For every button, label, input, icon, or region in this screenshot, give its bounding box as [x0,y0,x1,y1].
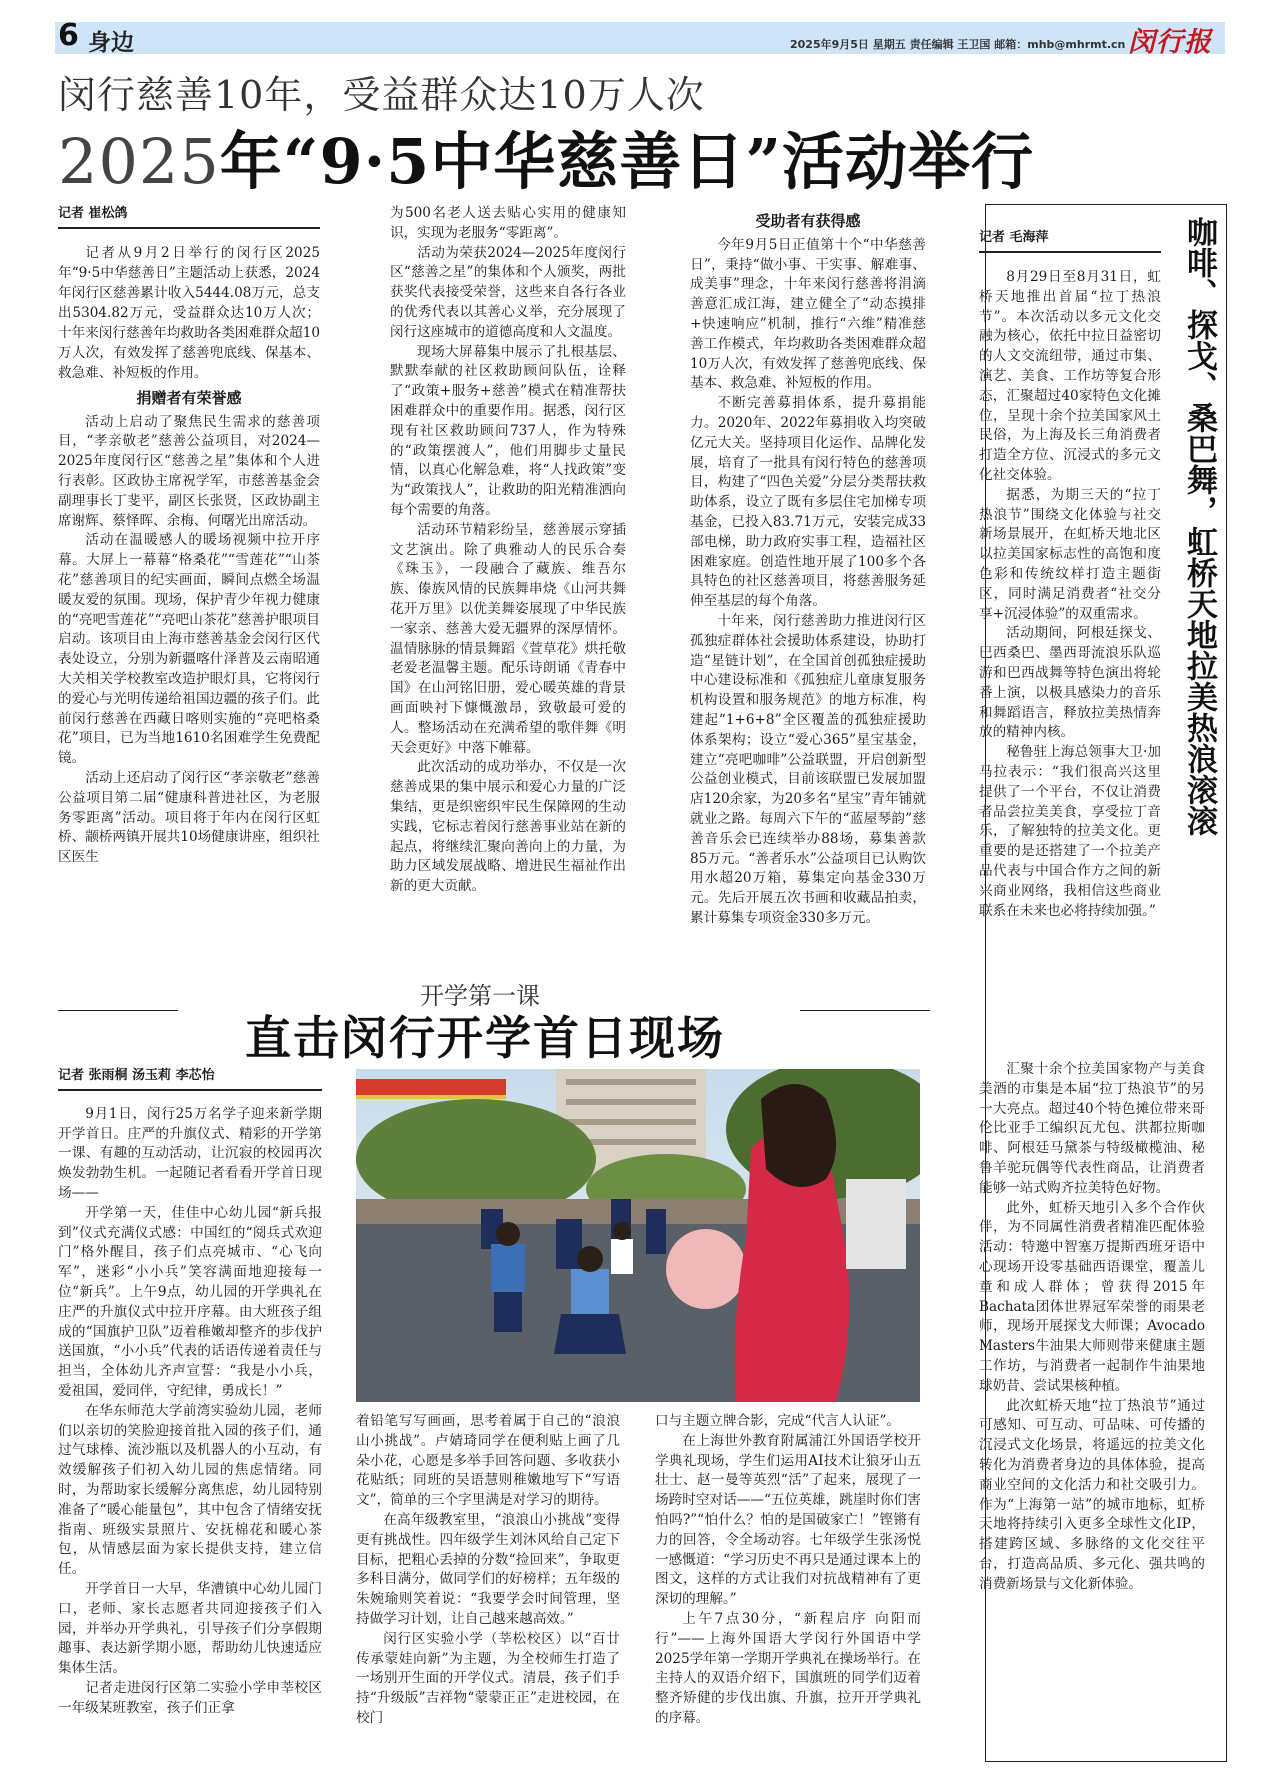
article-paragraph: 活动在温暖感人的暖场视频中拉开序幕。大屏上一幕幕“格桑花”“雪莲花”“山茶花”慈善项目的纪实画面，瞬间点燃全场温暖友爱的氛围。现场，保护青少年视力健康的“亮吧雪莲花”“亮吧山茶花”慈善护眼项目启动。该项目由上海市慈善基金会闵行区代表处设立，分别为新疆喀什泽普及云南昭通大关相关学校教室改造护眼灯具，它将闵行的爱心与光明传递给祖国边疆的孩子们。此前闵行慈善在西藏日喀则实施的“亮吧格桑花”项目，已为当地1610名困难学生免费配镜。 [58,532,320,767]
article-paragraph: 着铅笔写写画画，思考着属于自己的“浪浪山小挑战”。卢婧琦同学在便利贴上画了几朵小花，心愿是多举手回答问题、多收获小花贴纸；同班的吴语慧则稚嫩地写下“写语文”，简单的三个字里满是对学习的期待。 [356,1413,620,1509]
headline-rule-right [800,1010,930,1011]
article-paragraph: 今年9月5日正值第十个“中华慈善日”，秉持“做小事、干实事、解难事、成美事”理念，十年来闵行慈善将涓滴善意汇成江海，建立健全了“动态摸排+快速响应”机制，推行“六维”精准慈善工作模式，年均救助各类困难群众超10万人次，有效发挥了慈善兜底线、保基本、救急难、补短板的作用。 [690,236,926,392]
main-headline [58,112,1034,201]
article-paragraph: 口与主题立牌合影，完成“代言人认证”。 [655,1413,900,1429]
side-story-upper [979,268,1161,921]
headline-year: 2025 [58,125,220,198]
main-story-column-1 [58,204,320,868]
page-number: 6 [58,18,79,53]
article-paragraph: 此次活动的成功举办，不仅是一次慈善成果的集中展示和爱心力量的广泛集结，更是织密织牢民生保障网的生动实践，它标志着闵行慈善事业站在新的起点，将继续汇聚向善向上的力量，为助力区域发展战略、增进民生福祉作出新的更大贡献。 [390,759,626,895]
subhead-donors: 捐赠者有荣誉感 [136,388,242,407]
issue-info: 2025年9月5日 星期五 责任编辑 王卫国 邮箱：mhb@mhrmt.cn [790,38,1126,51]
article-paragraph: 活动环节精彩纷呈，慈善展示穿插文艺演出。除了典雅动人的民乐合奏《珠玉》，一段融合了藏族、维吾尔族、傣族风情的民族舞串烧《山河共舞花开万里》以优美舞姿展现了中华民族一家亲、慈善大爱无疆界的深厚情怀。温情脉脉的情景舞蹈《萱草花》烘托敬老爱老温馨主题。配乐诗朗诵《青春中国》在山河铭旧册，爱心暖英雄的背景画面映衬下慷慨激昂，致敬最可爱的人。整场活动在充满希望的歌伴舞《明天会更好》中落下帷幕。 [390,521,626,756]
main-story-column-2 [390,204,626,897]
article-paragraph: 据悉，为期三天的“拉丁热浪节”围绕文化体验与社交新场景展开，在虹桥天地北区以拉美国家标志性的高饱和度色彩和传统纹样打造主题街区，同时满足消费者“社交分享+沉浸体验”的双重需求。 [979,486,1161,622]
article-paragraph: 上午7点30分，“新程启序 向阳而行”——上海外国语大学闵行外国语中学2025学年第一学期开学典礼在操场举行。在主持人的双语介绍下，国旗班的同学们迈着整齐矫健的步伐出旗、升旗，拉开开学典礼的序幕。 [655,1610,921,1726]
article-paragraph: 闵行区实验小学（莘松校区）以“百廿传承蒙娃向新”为主题，为全校师生打造了一场别开生面的开学仪式。清晨，孩子们手持“升级版”吉祥物“蒙蒙正正”走进校园，在校门 [356,1630,620,1726]
side-story-title: 咖啡、探戈、桑巴舞，虹桥天地拉美热浪滚滚 [1181,216,1217,836]
article-paragraph: 活动上启动了聚焦民生需求的慈善项目，“孝亲敬老”慈善公益项目，对2024—2025年度闵行区“慈善之星”集体和个人进行表彰。区政协主席祝学军，市慈善基金会副理事长丁斐平，副区长张贤，区政协副主席谢辉、蔡怿晖、余梅、何曙光出席活动。 [58,413,320,529]
article-paragraph: 活动为荣获2024—2025年度闵行区“慈善之星”的集体和个人颁奖，两批获奖代表接受荣誉，这些来自各行各业的优秀代表以其善心义举，充分展现了闵行这座城市的道德高度和人文温度。 [390,244,626,340]
article-paragraph: 秘鲁驻上海总领事大卫·加马拉表示：“我们很高兴这里提供了一个平台，不仅让消费者品尝拉美美食，享受拉丁音乐，了解独特的拉美文化。更重要的是还搭建了一个拉美产品代表与中国合作方之间的新兴商业网络，我相信这些商业联系在未来也必将持续加强。” [979,744,1161,919]
article-paragraph: 在高年级教室里，“浪浪山小挑战”变得更有挑战性。四年级学生刘沐风给自己定下目标，把粗心丢掉的分数“捡回来”，争取更多科目满分，做同学们的好榜样；五年级的朱婉瑜则笑着说：“我要学会时间管理，坚持做学习计划，让自己越来越高效。” [356,1511,620,1627]
side-story-lower [979,1060,1205,1595]
article-paragraph: 开学首日一大早，华漕镇中心幼儿园门口，老师、家长志愿者共同迎接孩子们入园，并举办开学典礼，引导孩子们分享假期趣事、表达新学期小愿，帮助幼儿快速适应集体生活。 [58,1580,322,1677]
school-story-column-1 [58,1066,322,1719]
article-paragraph: 汇聚十余个拉美国家物产与美食美酒的市集是本届“拉丁热浪节”的另一大亮点。超过40个特色摊位带来哥伦比亚手工编织瓦尤包、洪都拉斯咖啡、阿根廷马黛茶与特级橄榄油、秘鲁羊驼玩偶等代表性商品，让消费者能够一站式购齐拉美特色好物。 [979,1061,1205,1196]
school-opening-photo [356,1069,920,1402]
school-story-column-2 [356,1412,620,1729]
article-paragraph: 开学第一天，佳佳中心幼儿园“新兵报到”仪式充满仪式感：中国红的“阅兵式欢迎门”格外醒目，孩子们点亮城市、“心飞向军”，迷彩“小小兵”笑容满面地迎接每一位“新兵”。上午9点，幼儿园的开学典礼在庄严的升旗仪式中拉开序幕。由大班孩子组成的“国旗护卫队”迈着稚嫩却整齐的步伐护送国旗，“小小兵”代表的话语传递着责任与担当，全体幼儿齐声宣誓：“我是小小兵，爱祖国，爱同伴，守纪律，勇成长！” [58,1204,322,1399]
main-story-column-3 [690,212,926,929]
article-paragraph: 现场大屏幕集中展示了扎根基层、默默奉献的社区救助顾问队伍，诠释了“政策+服务+慈善”模式在精准帮扶困难群众中的重要作用。据悉，闵行区现有社区救助顾问737人，作为特殊的“政策摆渡人”，他们用脚步丈量民情，以真心化解急难，将“人找政策”变为“政策找人”，让救助的阳光精准洒向每个需要的角落。 [390,343,626,518]
school-headline: 直击闵行开学首日现场 [245,1011,725,1065]
article-paragraph: 在华东师范大学前湾实验幼儿园，老师们以亲切的笑脸迎接首批入园的孩子们，通过气球棒、流沙瓶以及机器人的小互动，有效缓解孩子们初入幼儿园的焦虑情绪。同时，为帮助家长缓解分离焦虑，幼儿园特别准备了“暖心能量包”，其中包含了情绪安抚指南、班级实景照片、安抚棉花和暖心茶包，从情感层面为家长提供支持，建立信任。 [58,1402,322,1578]
article-paragraph: 8月29日至8月31日，虹桥天地推出首届“拉丁热浪节”。本次活动以多元文化交融为核心，依托中拉日益密切的人文交流纽带，通过市集、演艺、美食、工作坊等复合形态，汇聚超过40家特色文化摊位，呈现十余个拉美国家风土民俗，为上海及长三角消费者打造全方位、沉浸式的多元文化社交体验。 [979,269,1161,483]
main-kicker: 闵行慈善10年，受益群众达10万人次 [58,73,705,117]
article-paragraph: 不断完善募捐体系，提升募捐能力。2020年、2022年募捐收入均突破亿元大关。坚持项目化运作、品牌化发展，培育了一批具有闵行特色的慈善项目，构建了“四色关爱”分层分类帮扶救助体系，设立了既有多层住宅加梯专项基金，已投入83.71万元，安装完成33部电梯，助力政府实事工程，造福社区困难家庭。创造性地开展了100多个各具特色的社区慈善项目，将慈善服务延伸至基层的每个角落。 [690,395,926,610]
article-paragraph: 9月1日，闵行25万名学子迎来新学期开学首日。庄严的升旗仪式、精彩的开学第一课、有趣的互动活动，让沉寂的校园再次焕发勃勃生机。一起随记者看看开学首日现场—— [58,1105,322,1201]
article-paragraph: 为500名老人送去贴心实用的健康知识，实现为老服务“零距离”。 [390,205,626,241]
article-paragraph: 十年来，闵行慈善助力推进闵行区孤独症群体社会援助体系建设，协助打造“星链计划”，在全国首创孤独症援助中心建设标准和《孤独症儿童康复服务机构设置和服务规范》的地方标准，构建起“1+6+8”全区覆盖的孤独症援助体系架构；设立“爱心365”星宝基金，建立“亮吧咖啡”公益联盟，开启创新型公益创业模式，目前该联盟已发展加盟店120余家，为20多名“星宝”青年铺就就业之路。每周六下午的“蓝屋琴韵”慈善音乐会已连续举办88场，募集善款85万元。“善者乐水”公益项目已认购饮用水超20万箱，募集定向基金330万元。先后开展五次书画和收藏品拍卖，累计募集专项资金330多万元。 [690,612,926,926]
photo-illustration [356,1069,920,1402]
article-paragraph: 活动期间，阿根廷探戈、巴西桑巴、墨西哥流浪乐队巡游和巴西战舞等特色演出将轮番上演，以极具感染力的音乐和舞蹈语言，释放拉美热情奔放的精神内核。 [979,625,1161,741]
article-paragraph: 记者走进闵行区第二实验小学申莘校区一年级某班教室，孩子们正拿 [58,1679,322,1716]
school-kicker: 开学第一课 [420,982,540,1010]
side-byline: 记者 毛海萍 [979,228,1161,253]
school-byline: 记者 张雨桐 汤玉莉 李芯怡 [58,1066,322,1091]
school-story-column-3 [655,1412,921,1729]
article-paragraph: 此外，虹桥天地引入多个合作伙伴，为不同属性消费者精准匹配体验活动：特邀中智塞万提斯西班牙语中心现场开设零基础西语课堂，覆盖儿童和成人群体；曾获得2015年Bachata团体世界冠军荣誉的雨果老师，现场开展探戈大师课；Avocado Masters牛油果大师则带来健康主题工作坊，与消费者一起制作牛油果地球奶昔、尝试果核种植。 [979,1199,1205,1394]
lede-paragraph: 记者从9月2日举行的闵行区2025年“9·5中华慈善日”主题活动上获悉，2024年闵行区慈善累计收入5444.08万元，总支出5304.82万元，受益群众达10万人次；十年来闵行慈善年均救助各类困难群众超10万人次，有效发挥了慈善兜底线、保基本、救急难、补短板的作用。 [58,244,320,381]
article-paragraph: 活动上还启动了闵行区“孝亲敬老”慈善公益项目第二届“健康科普进社区，为老服务零距离”活动。项目将于年内在闵行区虹桥、颛桥两镇开展共10场健康讲座，组织社区医生 [58,769,320,866]
headline-text: 年“9·5中华慈善日”活动举行 [219,125,1034,198]
side-story-body [979,228,1161,267]
main-byline: 记者 崔松鸽 [58,204,320,229]
article-paragraph: 在上海世外教育附属浦江外国语学校开学典礼现场，学生们运用AI技术让狼牙山五壮士、赵一曼等英烈“活”了起来，展现了一场跨时空对话——“五位英雄，跳崖时你们害怕吗?”“怕什么？怕的是国破家亡！”铿锵有力的回答，令全场动容。七年级学生张汤悦一感慨道：“学习历史不再只是通过课本上的图文，这样的方式让我们对抗战精神有了更深切的理解。” [655,1432,921,1608]
section-name: 身边 [88,30,134,56]
newspaper-logo: 闵行报 [1128,27,1212,58]
main-lede [58,243,320,383]
subhead-recipients: 受助者有获得感 [755,212,861,230]
headline-rule-left [58,1010,178,1011]
article-paragraph: 此次虹桥天地“拉丁热浪节”通过可感知、可互动、可品味、可传播的沉浸式文化场景，将遥远的拉美文化转化为消费者身边的具体体验，提高商业空间的文化活力和社交吸引力。作为“上海第一站”的城市地标，虹桥天地将持续引入更多全球性文化IP，搭建跨区域、多脉络的文化交往平台，打造高品质、多元化、强共鸣的消费新场景与文化新体验。 [979,1397,1205,1592]
